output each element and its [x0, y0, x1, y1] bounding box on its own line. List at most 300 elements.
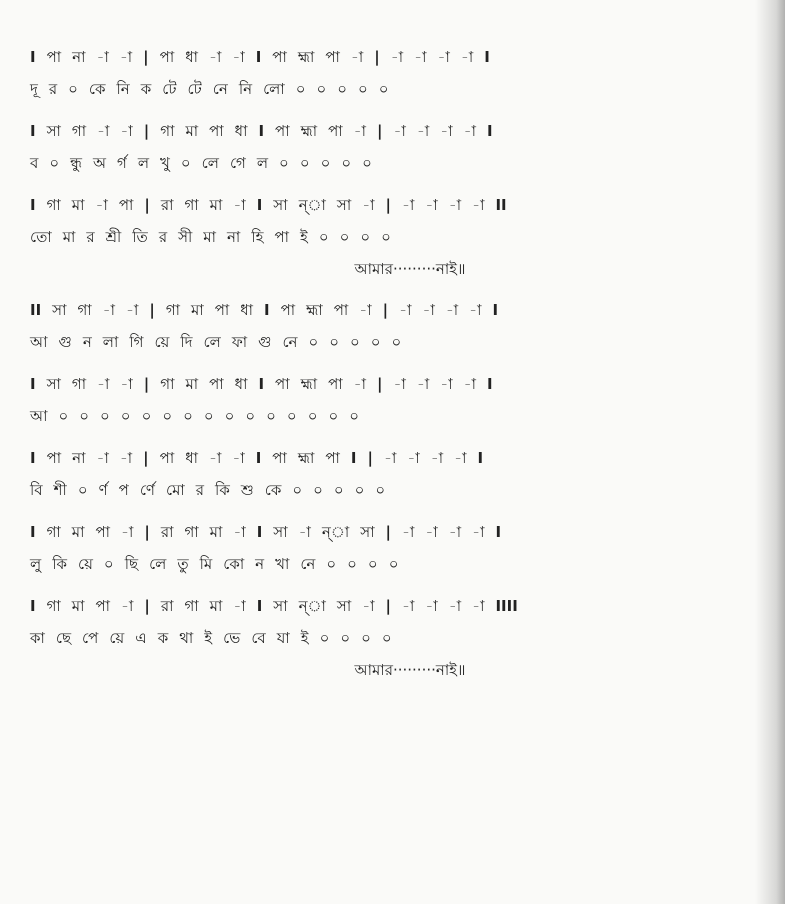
swara-token: -া — [350, 48, 364, 66]
lyric-syllable: লু — [30, 555, 42, 573]
swara-token: -া — [445, 301, 459, 319]
lyric-syllable: ০ — [183, 407, 193, 425]
swara-token: -া — [384, 449, 397, 467]
notation-block-2 — [30, 299, 770, 653]
lyric-syllable: ০ — [162, 407, 173, 425]
swara-token: -া — [425, 523, 438, 541]
swara-token: -া — [393, 375, 406, 393]
swara-token: -া — [416, 122, 430, 140]
swara-token: I — [30, 48, 36, 66]
swara-token: পা — [272, 48, 287, 66]
swara-token: -া — [353, 375, 367, 393]
lyric-syllable: ০ — [313, 481, 323, 499]
lyric-syllable: ০ — [316, 80, 327, 98]
lyric-syllable: মা — [203, 228, 216, 246]
lyric-syllable: ই — [300, 629, 309, 647]
lyric-syllable: ০ — [340, 629, 351, 647]
lyric-syllable: ০ — [279, 154, 289, 172]
swara-token: -া — [208, 449, 222, 467]
swara-token: পা — [325, 48, 340, 66]
lyric-syllable: ০ — [79, 407, 90, 425]
lyric-syllable: নি — [238, 80, 253, 98]
swara-token: গা — [184, 523, 199, 541]
swara-token: পা — [328, 122, 343, 140]
swara-token: সা — [273, 523, 288, 541]
swara-token: ধা — [234, 122, 248, 140]
swara-token: I — [258, 375, 265, 393]
lyric-syllable: র — [48, 80, 58, 98]
swara-token: | — [385, 523, 392, 541]
swara-token: সা — [336, 196, 352, 214]
lyric-syllable: ন — [255, 555, 265, 573]
lyric-line — [30, 479, 770, 505]
lyric-syllable: যা — [276, 629, 290, 647]
swara-token: -া — [298, 523, 311, 541]
lyric-syllable: তো — [30, 228, 52, 246]
lyric-syllable: দি — [180, 333, 193, 351]
lyric-syllable: পা — [274, 228, 289, 246]
swara-token: -া — [359, 301, 372, 319]
lyric-syllable: লো — [263, 80, 285, 98]
lyric-syllable: হি — [251, 228, 264, 246]
swara-token: -া — [96, 449, 109, 467]
lyric-syllable: ০ — [58, 407, 69, 425]
lyric-syllable: ০ — [388, 555, 399, 573]
lyric-syllable: ০ — [354, 481, 365, 499]
lyric-syllable: দূ — [30, 80, 38, 98]
swara-token: -া — [95, 196, 108, 214]
swara-token: | — [143, 122, 150, 140]
swara-token: I — [256, 523, 263, 541]
swara-token: I — [30, 449, 36, 467]
swara-token: I — [30, 375, 36, 393]
swara-token: পা — [325, 449, 340, 467]
lyric-syllable: ০ — [295, 80, 306, 98]
swara-token: গা — [46, 196, 61, 214]
lyric-syllable: এ — [135, 629, 147, 647]
swara-token: সা — [360, 523, 375, 541]
lyric-syllable: কে — [88, 80, 106, 98]
swara-token: -া — [125, 301, 139, 319]
swara-token: -া — [97, 122, 110, 140]
swara-token: II — [30, 301, 42, 319]
swara-token: গা — [160, 375, 175, 393]
lyric-syllable: ০ — [318, 228, 329, 246]
lyric-syllable: ছি — [124, 555, 139, 573]
lyric-syllable: ০ — [49, 154, 60, 172]
lyric-syllable: ০ — [337, 80, 348, 98]
lyric-syllable: ০ — [100, 407, 110, 425]
lyric-syllable: ০ — [141, 407, 152, 425]
swara-token: হ্মা — [300, 122, 318, 140]
swara-token: I — [30, 597, 36, 615]
swara-token: I — [255, 449, 262, 467]
lyric-syllable: ০ — [378, 80, 389, 98]
swara-token: পা — [272, 449, 287, 467]
swara-token: | — [374, 48, 380, 66]
lyric-syllable: ল — [137, 154, 150, 172]
lyric-syllable: ০ — [326, 555, 337, 573]
lyric-syllable: ০ — [292, 481, 303, 499]
swara-token: -া — [399, 301, 412, 319]
lyric-line — [30, 405, 770, 431]
lyric-syllable: সী — [178, 228, 193, 246]
lyric-syllable: নে — [282, 333, 298, 351]
lyric-line — [30, 226, 770, 252]
swara-token: -া — [422, 301, 435, 319]
swara-token: -া — [437, 48, 450, 66]
swara-token: গা — [71, 375, 87, 393]
swara-token: -া — [448, 196, 462, 214]
lyric-syllable: ০ — [381, 629, 392, 647]
lyric-syllable: ০ — [358, 80, 368, 98]
swara-token: ধা — [185, 449, 198, 467]
lyric-syllable: না — [226, 228, 241, 246]
swara-token: মা — [71, 597, 85, 615]
lyric-syllable: ছে — [55, 629, 72, 647]
swara-token: সা — [46, 122, 61, 140]
swara-token: -া — [96, 48, 109, 66]
swara-token: পা — [95, 597, 111, 615]
lyric-syllable: র — [86, 228, 95, 246]
swara-token: -া — [430, 449, 444, 467]
swara-token: I — [492, 301, 499, 319]
lyric-syllable: ০ — [362, 154, 372, 172]
swara-token: সা — [273, 196, 288, 214]
swara-token: I — [255, 48, 262, 66]
swara-token: হ্মা — [297, 48, 315, 66]
swara-token: পা — [46, 48, 62, 66]
lyric-syllable: কো — [223, 555, 245, 573]
swara-token: সা — [336, 597, 352, 615]
lyric-line — [30, 627, 770, 653]
lyric-syllable: ফা — [231, 333, 248, 351]
swara-token: হ্মা — [300, 375, 318, 393]
lyric-syllable: ল — [256, 154, 269, 172]
lyric-syllable: র্ণ — [98, 481, 108, 499]
swara-token: মা — [185, 122, 199, 140]
swara-token: -া — [233, 196, 246, 214]
swara-token: -া — [232, 48, 245, 66]
lyric-syllable: টে — [162, 80, 177, 98]
swara-token: -া — [448, 597, 462, 615]
lyric-syllable: য়ে — [77, 555, 93, 573]
swara-token: রা — [160, 597, 174, 615]
lyric-syllable: ০ — [341, 154, 352, 172]
swara-token: রা — [160, 523, 174, 541]
swara-token: -া — [463, 375, 476, 393]
swara-token: পা — [209, 122, 224, 140]
swara-token: -া — [97, 375, 110, 393]
swara-token: -া — [353, 122, 367, 140]
swara-token: পা — [159, 449, 175, 467]
swara-token: পা — [275, 375, 290, 393]
lyric-syllable: কা — [30, 629, 45, 647]
swara-token: | — [367, 449, 373, 467]
swara-token: I — [264, 301, 270, 319]
swara-token: -া — [390, 48, 404, 66]
swara-token: -া — [120, 122, 133, 140]
swara-token: পা — [209, 375, 224, 393]
swara-token: পা — [333, 301, 349, 319]
swara-token: মা — [209, 523, 223, 541]
swara-token: -া — [402, 597, 415, 615]
lyric-syllable: তু — [177, 555, 189, 573]
swara-token: | — [385, 597, 392, 615]
lyric-syllable: তি — [132, 228, 148, 246]
swara-token: -া — [469, 301, 482, 319]
swara-token: -া — [472, 597, 485, 615]
swara-token: -া — [362, 196, 375, 214]
swara-token: গা — [77, 301, 92, 319]
swara-token: I — [486, 375, 493, 393]
lyric-syllable: ০ — [350, 333, 360, 351]
swara-line — [30, 46, 770, 72]
lyric-syllable: মা — [62, 228, 76, 246]
swara-token: | — [377, 122, 383, 140]
lyric-syllable: ০ — [180, 154, 191, 172]
lyric-syllable: প — [118, 481, 129, 499]
swara-token: গা — [184, 597, 199, 615]
swara-token: পা — [159, 48, 175, 66]
swara-token: | — [143, 449, 149, 467]
lyric-syllable: গু — [258, 333, 272, 351]
swara-token: | — [149, 301, 155, 319]
lyric-syllable: ০ — [245, 407, 256, 425]
lyric-syllable: লে — [201, 154, 219, 172]
swara-token: -া — [460, 48, 474, 66]
lyric-syllable: খা — [275, 555, 290, 573]
lyric-syllable: ০ — [381, 228, 391, 246]
swara-line — [30, 447, 770, 473]
lyric-syllable: মি — [199, 555, 213, 573]
lyric-syllable: খু — [160, 154, 170, 172]
lyric-syllable: র — [195, 481, 205, 499]
lyric-syllable: শী — [53, 481, 67, 499]
lyric-syllable: ই — [300, 228, 308, 246]
swara-token: | — [144, 196, 150, 214]
lyric-syllable: লে — [203, 333, 221, 351]
swara-token: I — [258, 122, 265, 140]
swara-token: -া — [454, 449, 467, 467]
lyric-syllable: কে — [264, 481, 282, 499]
swara-line — [30, 299, 770, 325]
swara-token: I — [30, 122, 36, 140]
swara-token: রা — [160, 196, 174, 214]
swara-token: | — [144, 523, 150, 541]
notation-block-1 — [30, 46, 770, 252]
lyric-syllable: ০ — [299, 154, 310, 172]
lyric-syllable: ০ — [360, 228, 371, 246]
swara-token: -া — [362, 597, 375, 615]
swara-token: পা — [95, 523, 111, 541]
swara-token: -া — [402, 523, 415, 541]
swara-token: I — [484, 48, 490, 66]
lyric-syllable: লা — [102, 333, 119, 351]
swara-token: -া — [472, 196, 485, 214]
swara-token: -া — [448, 523, 462, 541]
swara-token: -া — [121, 597, 134, 615]
swara-token: -া — [233, 597, 246, 615]
lyric-syllable: র্ণে — [139, 481, 155, 499]
swara-token: -া — [414, 48, 427, 66]
swara-line — [30, 521, 770, 547]
swara-token: গা — [71, 122, 87, 140]
swara-token: গা — [184, 196, 199, 214]
swara-token: মা — [209, 196, 223, 214]
swara-token: I — [30, 523, 36, 541]
lyric-syllable: ই — [204, 629, 213, 647]
lyric-line — [30, 331, 770, 357]
swara-token: | — [382, 301, 389, 319]
swara-token: | — [385, 196, 392, 214]
lyric-syllable: ০ — [120, 407, 131, 425]
swara-token: -া — [440, 375, 453, 393]
swara-token: পা — [46, 449, 62, 467]
lyric-syllable: গি — [129, 333, 144, 351]
lyric-syllable: লে — [149, 555, 167, 573]
swara-token: গা — [165, 301, 181, 319]
lyric-syllable: য়ে — [109, 629, 125, 647]
swara-token: -া — [119, 449, 133, 467]
refrain-line: আমার·········নাই॥ — [354, 260, 466, 278]
swara-token: -া — [233, 523, 246, 541]
swara-token: ন্‌া — [321, 523, 350, 541]
lyric-syllable: ব — [30, 154, 39, 172]
swara-token: -া — [232, 449, 245, 467]
lyric-syllable: ০ — [347, 555, 357, 573]
swara-token: I — [30, 196, 36, 214]
lyric-syllable: নে — [212, 80, 228, 98]
swara-token: II — [495, 196, 507, 214]
swara-token: -া — [102, 301, 115, 319]
swara-token: ধা — [185, 48, 198, 66]
notation-sheet — [30, 30, 770, 696]
swara-token: I — [477, 449, 484, 467]
swara-token: পা — [280, 301, 296, 319]
refrain-line: আমার·········নাই॥ — [354, 661, 466, 679]
lyric-syllable: ০ — [370, 333, 381, 351]
lyric-syllable: র্গ — [117, 154, 127, 172]
lyric-syllable: ০ — [68, 80, 78, 98]
lyric-syllable: কি — [52, 555, 67, 573]
swara-token: গা — [46, 597, 61, 615]
swara-token: -া — [402, 196, 415, 214]
lyric-syllable: ন — [82, 333, 92, 351]
lyric-syllable: পে — [82, 629, 99, 647]
swara-token: গা — [46, 523, 61, 541]
lyric-syllable: গে — [229, 154, 246, 172]
swara-line — [30, 194, 770, 220]
swara-token: | — [377, 375, 383, 393]
swara-token: মা — [191, 301, 204, 319]
swara-token: পা — [328, 375, 343, 393]
swara-token: IIII — [495, 597, 518, 615]
lyric-syllable: ০ — [224, 407, 235, 425]
swara-token: সা — [273, 597, 288, 615]
lyric-syllable: ০ — [391, 333, 402, 351]
swara-token: পা — [275, 122, 290, 140]
lyric-syllable: শু — [240, 481, 254, 499]
swara-token: পা — [214, 301, 230, 319]
lyric-syllable: মো — [166, 481, 185, 499]
swara-token: I — [495, 523, 502, 541]
lyric-line — [30, 553, 770, 579]
lyric-syllable: কি — [215, 481, 230, 499]
lyric-syllable: শ্রী — [105, 228, 122, 246]
swara-token: I — [486, 122, 493, 140]
lyric-syllable: ০ — [103, 555, 114, 573]
swara-token: পা — [118, 196, 134, 214]
swara-token: না — [72, 449, 86, 467]
lyric-syllable: ০ — [328, 407, 339, 425]
lyric-syllable: ০ — [320, 154, 331, 172]
swara-token: -া — [119, 48, 133, 66]
lyric-syllable: আ — [30, 333, 48, 351]
lyric-syllable: বি — [30, 481, 43, 499]
swara-token: গা — [160, 122, 175, 140]
lyric-syllable: ০ — [361, 629, 371, 647]
lyric-syllable: ০ — [286, 407, 297, 425]
swara-token: | — [144, 597, 150, 615]
lyric-syllable: বে — [251, 629, 266, 647]
lyric-syllable: ক — [140, 80, 152, 98]
lyric-syllable: ০ — [329, 333, 340, 351]
swara-token: সা — [52, 301, 67, 319]
swara-token: | — [143, 375, 150, 393]
lyric-syllable: ০ — [307, 407, 318, 425]
swara-token: I — [350, 449, 357, 467]
lyric-syllable: ০ — [333, 481, 344, 499]
lyric-syllable: ভে — [223, 629, 241, 647]
swara-token: ন্‌া — [298, 196, 326, 214]
swara-token: -া — [425, 597, 438, 615]
lyric-syllable: ০ — [266, 407, 276, 425]
lyric-syllable: ০ — [367, 555, 378, 573]
lyric-line — [30, 152, 770, 178]
swara-token: -া — [440, 122, 453, 140]
lyric-syllable: নি — [116, 80, 130, 98]
lyric-syllable: ০ — [77, 481, 88, 499]
lyric-syllable: ০ — [349, 407, 359, 425]
swara-line — [30, 120, 770, 146]
swara-token: I — [256, 597, 263, 615]
swara-token: ধা — [240, 301, 254, 319]
lyric-syllable: ০ — [319, 629, 330, 647]
lyric-syllable: আ — [30, 407, 48, 425]
swara-token: হ্মা — [297, 449, 315, 467]
swara-token: -া — [463, 122, 476, 140]
swara-token: মা — [209, 597, 223, 615]
swara-token: -া — [472, 523, 485, 541]
lyric-syllable: ক — [157, 629, 169, 647]
swara-token: I — [256, 196, 263, 214]
lyric-syllable: য়ে — [154, 333, 170, 351]
swara-token: -া — [121, 523, 134, 541]
swara-token: | — [143, 48, 149, 66]
swara-token: না — [72, 48, 86, 66]
lyric-syllable: ০ — [339, 228, 350, 246]
swara-token: -া — [425, 196, 438, 214]
lyric-syllable: র — [158, 228, 168, 246]
swara-token: মা — [71, 196, 85, 214]
swara-token: মা — [71, 523, 85, 541]
swara-token: -া — [120, 375, 133, 393]
lyric-syllable: অ — [93, 154, 107, 172]
swara-line — [30, 373, 770, 399]
page-edge-shadow — [755, 0, 785, 904]
swara-token: -া — [208, 48, 222, 66]
